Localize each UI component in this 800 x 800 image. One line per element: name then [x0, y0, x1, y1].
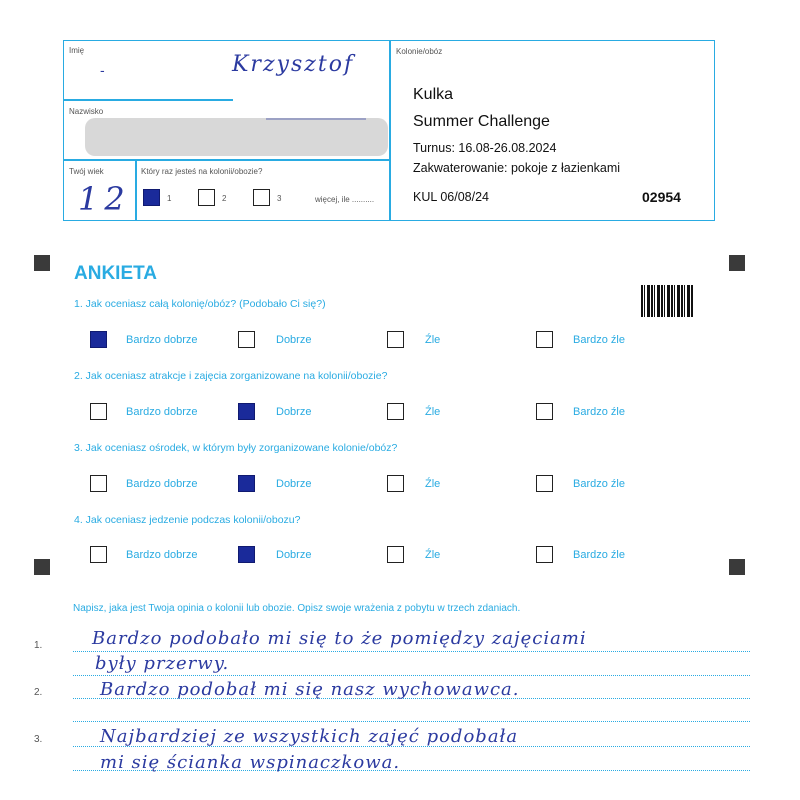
corner-marker-bottom-right — [729, 559, 745, 575]
q1-dobrze-checkbox[interactable] — [238, 331, 255, 348]
zakwaterowanie: Zakwaterowanie: pokoje z łazienkami — [413, 161, 621, 175]
barcode — [641, 285, 694, 317]
q1-dobrze-label: Dobrze — [276, 334, 312, 346]
camp-code: KUL 06/08/24 — [413, 190, 489, 204]
question-2: 2. Jak oceniasz atrakcje i zajęcia zorganizowane na kolonii/obozie? — [74, 370, 388, 382]
q4-bardzo-dobrze-checkbox[interactable] — [90, 546, 107, 563]
q2-zle-label: Źle — [425, 406, 441, 418]
answer-line-2b — [73, 721, 750, 722]
line-number-1: 1. — [34, 640, 43, 651]
q1-zle-checkbox[interactable] — [387, 331, 404, 348]
q4-zle-label: Źle — [425, 549, 441, 561]
nazwisko-label: Nazwisko — [69, 107, 104, 116]
q2-dobrze-checkbox[interactable] — [238, 403, 255, 420]
ktory-raz-label: Który raz jesteś na kolonii/obozie? — [141, 167, 263, 176]
q1-bardzo-dobrze-label: Bardzo dobrze — [126, 334, 198, 346]
ktory-raz-checkbox-1[interactable] — [143, 189, 160, 206]
form-number: 02954 — [642, 189, 681, 205]
wiek-value: 12 — [78, 180, 131, 218]
q3-zle-label: Źle — [425, 478, 441, 490]
answer-text-3-cont: mi się ścianka wspinaczkowa. — [100, 752, 401, 773]
ktory-raz-checkbox-2[interactable] — [198, 189, 215, 206]
answer-text-2: Bardzo podobał mi się nasz wychowawca. — [100, 679, 520, 700]
q1-bardzo-zle-label: Bardzo źle — [573, 334, 625, 346]
q3-bardzo-dobrze-checkbox[interactable] — [90, 475, 107, 492]
wiecej-label: więcej, ile .......... — [315, 195, 375, 204]
kolonie-label: Kolonie/obóz — [396, 47, 443, 56]
corner-marker-bottom-left — [34, 559, 50, 575]
redacted-surname — [85, 118, 388, 156]
q4-bardzo-zle-checkbox[interactable] — [536, 546, 553, 563]
q3-zle-checkbox[interactable] — [387, 475, 404, 492]
q3-dobrze-label: Dobrze — [276, 478, 312, 490]
line-number-3: 3. — [34, 734, 43, 745]
answer-text-1-cont: były przerwy. — [95, 653, 230, 674]
turnus: Turnus: 16.08-26.08.2024 — [413, 141, 557, 155]
q2-dobrze-label: Dobrze — [276, 406, 312, 418]
q2-bardzo-zle-label: Bardzo źle — [573, 406, 625, 418]
line-number-2: 2. — [34, 687, 43, 698]
q3-bardzo-dobrze-label: Bardzo dobrze — [126, 478, 198, 490]
q1-bardzo-dobrze-checkbox[interactable] — [90, 331, 107, 348]
answer-text-3: Najbardziej ze wszystkich zajęć podobała — [100, 726, 519, 747]
q4-dobrze-label: Dobrze — [276, 549, 312, 561]
q2-bardzo-dobrze-label: Bardzo dobrze — [126, 406, 198, 418]
ktory-raz-option-3: 3 — [277, 194, 282, 203]
ankieta-title: ANKIETA — [74, 263, 158, 284]
imie-label: Imię — [69, 46, 85, 55]
q1-bardzo-zle-checkbox[interactable] — [536, 331, 553, 348]
answer-line-1 — [73, 651, 750, 652]
imie-dash: - — [100, 62, 105, 78]
q2-bardzo-dobrze-checkbox[interactable] — [90, 403, 107, 420]
surname-trace — [266, 108, 366, 120]
answer-line-1b — [73, 675, 750, 676]
q4-bardzo-zle-label: Bardzo źle — [573, 549, 625, 561]
q4-dobrze-checkbox[interactable] — [238, 546, 255, 563]
q4-zle-checkbox[interactable] — [387, 546, 404, 563]
corner-marker-top-left — [34, 255, 50, 271]
question-4: 4. Jak oceniasz jedzenie podczas kolonii/obozu? — [74, 514, 301, 526]
corner-marker-top-right — [729, 255, 745, 271]
question-1: 1. Jak oceniasz całą kolonię/obóz? (Podobało Ci się?) — [74, 298, 326, 310]
q1-zle-label: Źle — [425, 334, 441, 346]
opinion-prompt: Napisz, jaka jest Twoja opinia o kolonii lub obozie. Opisz swoje wrażenia z pobytu w trzech zdaniach. — [73, 603, 521, 614]
nazwisko-divider — [63, 159, 390, 161]
q4-bardzo-dobrze-label: Bardzo dobrze — [126, 549, 198, 561]
ktory-raz-option-1: 1 — [167, 194, 172, 203]
question-3: 3. Jak oceniasz ośrodek, w którym były zorganizowane kolonie/obóz? — [74, 442, 398, 454]
camp-program: Summer Challenge — [413, 113, 550, 130]
wiek-label: Twój wiek — [69, 167, 104, 176]
header-divider — [389, 40, 391, 221]
wiek-divider — [135, 159, 137, 221]
answer-text-1: Bardzo podobało mi się to że pomiędzy zajęciami — [92, 628, 587, 649]
ktory-raz-checkbox-3[interactable] — [253, 189, 270, 206]
imie-divider — [63, 99, 233, 101]
q3-bardzo-zle-checkbox[interactable] — [536, 475, 553, 492]
imie-value: Krzysztof — [232, 52, 355, 77]
q2-zle-checkbox[interactable] — [387, 403, 404, 420]
ktory-raz-option-2: 2 — [222, 194, 227, 203]
q2-bardzo-zle-checkbox[interactable] — [536, 403, 553, 420]
q3-dobrze-checkbox[interactable] — [238, 475, 255, 492]
q3-bardzo-zle-label: Bardzo źle — [573, 478, 625, 490]
camp-name: Kulka — [413, 86, 454, 103]
